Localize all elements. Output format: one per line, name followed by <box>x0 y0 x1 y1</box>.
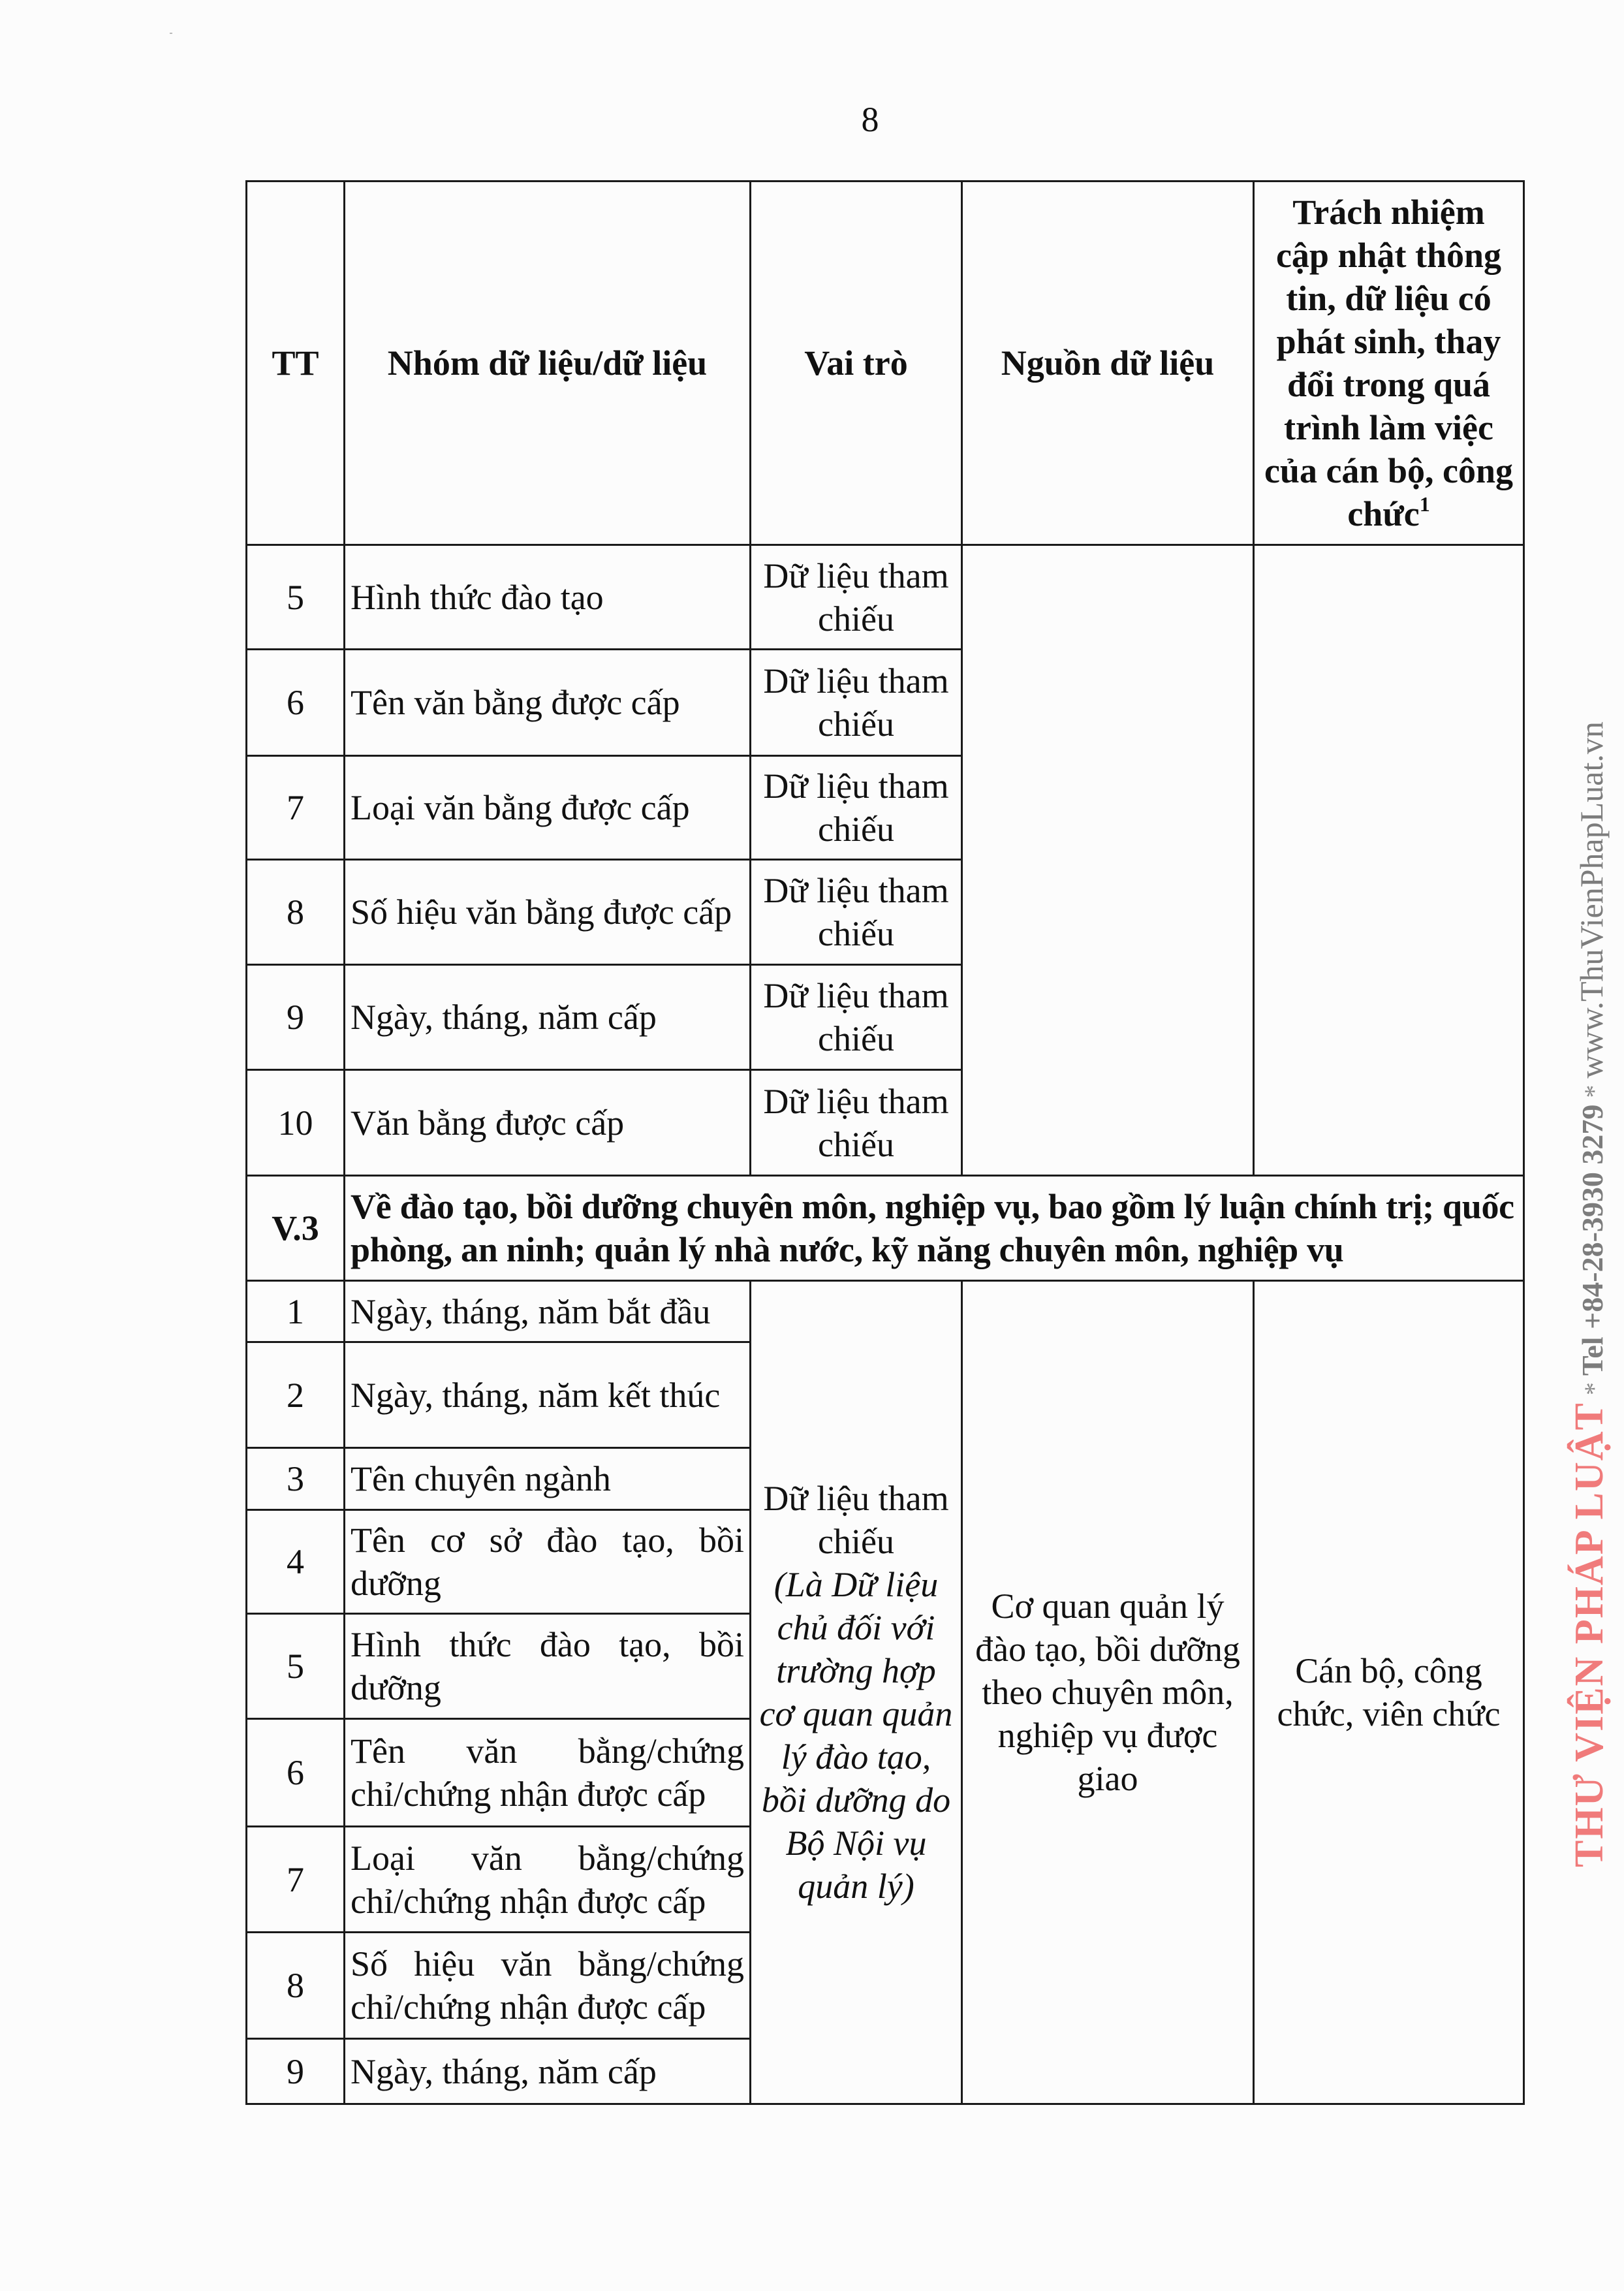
row-role: Dữ liệu tham chiếu <box>751 1070 962 1176</box>
row-tt: 4 <box>247 1510 345 1614</box>
row-name: Hình thức đào tạo, bồi dưỡng <box>345 1614 751 1719</box>
upper-source-merged <box>962 545 1254 1176</box>
row-tt: 10 <box>247 1070 345 1176</box>
row-name: Ngày, tháng, năm kết thúc <box>345 1342 751 1448</box>
watermark-website: www.ThuVienPhapLuat.vn <box>1573 721 1610 1079</box>
row-role: Dữ liệu tham chiếu <box>751 756 962 860</box>
row-name: Tên cơ sở đào tạo, bồi dưỡng <box>345 1510 751 1614</box>
row-name: Tên văn bằng được cấp <box>345 650 751 756</box>
row-name: Tên văn bằng/chứng chỉ/chứng nhận được cấp <box>345 1719 751 1827</box>
row-name: Tên chuyên ngành <box>345 1448 751 1510</box>
footnote-marker: 1 <box>1419 492 1430 516</box>
data-table <box>245 180 1525 2105</box>
row-tt: 8 <box>247 860 345 965</box>
row-role: Dữ liệu tham chiếu <box>751 650 962 756</box>
row-tt: 6 <box>247 650 345 756</box>
row-tt: 7 <box>247 1827 345 1933</box>
watermark-separator: * <box>1579 1382 1608 1396</box>
section-row <box>247 1176 1524 1281</box>
row-tt: 8 <box>247 1933 345 2039</box>
row-role: Dữ liệu tham chiếu <box>751 545 962 650</box>
row-name: Ngày, tháng, năm cấp <box>345 2039 751 2104</box>
row-tt: 5 <box>247 1614 345 1719</box>
header-group: Nhóm dữ liệu/dữ liệu <box>345 182 751 545</box>
row-tt: 3 <box>247 1448 345 1510</box>
row-name: Ngày, tháng, năm cấp <box>345 965 751 1070</box>
watermark-separator: * <box>1579 1084 1608 1098</box>
header-responsibility-text: Trách nhiệm cập nhật thông tin, dữ liệu có phát sinh, thay đổi trong quá trình làm việc của cán bộ, công chức <box>1264 193 1514 533</box>
lower-source-merged: Cơ quan quản lý đào tạo, bồi dưỡng theo chuyên môn, nghiệp vụ được giao <box>962 1281 1254 2104</box>
row-name: Loại văn bằng được cấp <box>345 756 751 860</box>
row-name: Số hiệu văn bằng được cấp <box>345 860 751 965</box>
row-tt: 5 <box>247 545 345 650</box>
header-source: Nguồn dữ liệu <box>962 182 1254 545</box>
row-tt: 6 <box>247 1719 345 1827</box>
row-name: Số hiệu văn bằng/chứng chỉ/chứng nhận được cấp <box>345 1933 751 2039</box>
row-tt: 2 <box>247 1342 345 1448</box>
header-role: Vai trò <box>751 182 962 545</box>
upper-responsibility-merged <box>1254 545 1524 1176</box>
watermark-tel: Tel +84-28-3930 3279 <box>1576 1104 1609 1376</box>
watermark <box>1563 721 1616 1867</box>
row-tt: 1 <box>247 1281 345 1342</box>
scan-speck <box>170 33 172 34</box>
lower-role-main: Dữ liệu tham chiếu <box>763 1479 949 1561</box>
lower-role-note: (Là Dữ liệu chủ đối với trường hợp cơ quan quản lý đào tạo, bồi dưỡng do Bộ Nội vụ quản lý) <box>759 1565 953 1906</box>
row-name: Hình thức đào tạo <box>345 545 751 650</box>
row-role: Dữ liệu tham chiếu <box>751 965 962 1070</box>
row-tt: 7 <box>247 756 345 860</box>
section-code: V.3 <box>247 1176 345 1281</box>
row-name: Loại văn bằng/chứng chỉ/chứng nhận được cấp <box>345 1827 751 1933</box>
header-tt: TT <box>247 182 345 545</box>
lower-responsibility-merged: Cán bộ, công chức, viên chức <box>1254 1281 1524 2104</box>
row-tt: 9 <box>247 2039 345 2104</box>
header-row <box>247 182 1524 545</box>
lower-role-merged <box>751 1281 962 2104</box>
page-number: 8 <box>861 100 879 139</box>
row-name: Ngày, tháng, năm bắt đầu <box>345 1281 751 1342</box>
row-name: Văn bằng được cấp <box>345 1070 751 1176</box>
section-title: Về đào tạo, bồi dưỡng chuyên môn, nghiệp vụ, bao gồm lý luận chính trị; quốc phòng, an ninh; quản lý nhà nước, kỹ năng chuyên môn, nghiệp vụ <box>345 1176 1524 1281</box>
row-tt: 9 <box>247 965 345 1070</box>
header-responsibility <box>1254 182 1524 545</box>
table-row <box>247 545 1524 650</box>
table-row <box>247 1281 1524 1342</box>
watermark-brand: THƯ VIỆN PHÁP LUẬT <box>1567 1402 1612 1867</box>
row-role: Dữ liệu tham chiếu <box>751 860 962 965</box>
